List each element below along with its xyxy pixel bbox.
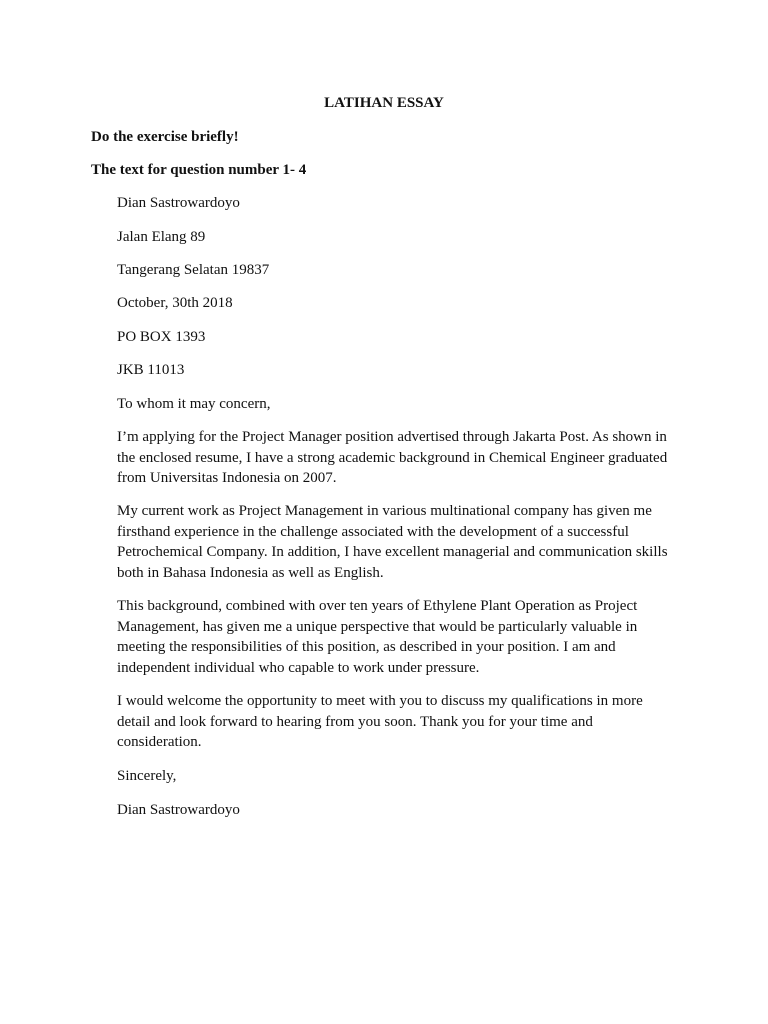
closing: Sincerely,: [117, 768, 177, 784]
recipient-address-line1: PO BOX 1393: [117, 329, 206, 345]
body-paragraph-2: My current work as Project Management in various multinational company has given me firsthand experience in the challenge associated with the development of a successful Petrochemical Company. In addition, I have excellent managerial and communication skills both in Bahasa Indonesia as well as English.: [117, 503, 668, 581]
letter-date: October, 30th 2018: [117, 295, 233, 311]
recipient-address-line2: JKB 11013: [117, 362, 185, 378]
exercise-instruction: Do the exercise briefly!: [91, 129, 239, 145]
sender-name: Dian Sastrowardoyo: [117, 195, 240, 211]
question-heading: The text for question number 1- 4: [91, 162, 307, 178]
salutation: To whom it may concern,: [117, 396, 271, 412]
sender-address-line2: Tangerang Selatan 19837: [117, 262, 270, 278]
document-title: LATIHAN ESSAY: [324, 95, 444, 111]
body-paragraph-3: This background, combined with over ten years of Ethylene Plant Operation as Project Management, has given me a unique perspective that would be particularly valuable in meeting the responsibilities of this position, as described in your position. I am and independent individual who capable to work under pressure.: [117, 598, 638, 676]
sender-address-line1: Jalan Elang 89: [117, 229, 206, 245]
signature-name: Dian Sastrowardoyo: [117, 802, 240, 818]
body-paragraph-1: I’m applying for the Project Manager position advertised through Jakarta Post. As shown in the enclosed resume, I have a strong academic background in Chemical Engineer graduated from Universitas Indonesia on 2007.: [117, 429, 668, 486]
body-paragraph-4: I would welcome the opportunity to meet with you to discuss my qualifications in more detail and look forward to hearing from you soon. Thank you for your time and consideration.: [117, 693, 643, 750]
